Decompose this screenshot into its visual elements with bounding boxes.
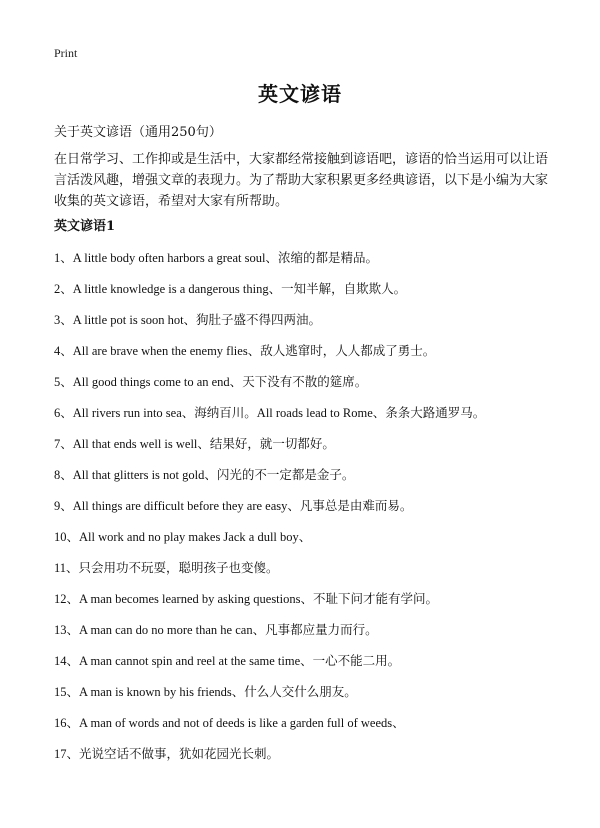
proverb-chinese: 海纳百川。: [194, 405, 257, 420]
proverb-number: 3、: [54, 313, 73, 327]
list-item: [54, 467, 584, 498]
proverb-english: A little pot is soon hot、: [72, 313, 197, 327]
proverb-number: 15、: [54, 685, 80, 699]
proverb-english-2: All roads lead to Rome、: [256, 406, 386, 420]
proverb-english: All that ends well is well、: [72, 437, 210, 451]
proverb-number: 5、: [54, 375, 73, 389]
list-item: [54, 715, 584, 746]
proverb-english: A little body often harbors a great soul、: [72, 251, 278, 265]
proverb-number: 1、: [54, 251, 73, 265]
section-heading: 英文谚语1: [54, 219, 116, 234]
proverb-chinese: 凡事总是由难而易。: [299, 498, 413, 513]
proverb-english: All that glitters is not gold、: [72, 468, 217, 482]
list-item: [54, 498, 584, 529]
proverb-number: 14、: [54, 654, 80, 668]
proverb-chinese: 光说空话不做事，犹如花园光长刺。: [79, 746, 280, 761]
proverb-number: 16、: [54, 716, 80, 730]
list-item: [54, 653, 584, 684]
list-item: [54, 405, 584, 436]
proverb-chinese: 什么人交什么朋友。: [244, 684, 357, 699]
proverb-number: 7、: [54, 437, 73, 451]
proverb-english: All things are difficult before they are easy、: [72, 499, 300, 513]
proverb-chinese: 一知半解，自欺欺人。: [281, 281, 407, 296]
page-title: 英文谚语: [258, 82, 342, 106]
proverb-chinese: 凡事都应量力而行。: [265, 622, 378, 637]
proverb-chinese: 闪光的不一定都是金子。: [216, 467, 355, 482]
proverb-chinese: 结果好，就一切都好。: [209, 436, 335, 451]
list-item: [54, 374, 584, 405]
proverb-chinese-2: 条条大路通罗马。: [385, 405, 486, 420]
proverb-number: 8、: [54, 468, 73, 482]
proverb-number: 10、: [54, 530, 80, 544]
list-item: [54, 560, 584, 591]
proverb-number: 9、: [54, 499, 73, 513]
proverb-chinese: 不耻下问才能有学问。: [313, 591, 439, 606]
list-item: [54, 622, 584, 653]
proverb-number: 2、: [54, 282, 73, 296]
proverb-list: [54, 250, 584, 777]
proverb-chinese: 一心不能二用。: [312, 653, 401, 668]
list-item: [54, 250, 584, 281]
list-item: [54, 529, 584, 560]
print-link[interactable]: Print: [54, 46, 78, 60]
proverb-english: All are brave when the enemy flies、: [72, 344, 261, 358]
proverb-english: A man cannot spin and reel at the same time、: [79, 654, 313, 668]
proverb-english: A man becomes learned by asking questions、: [79, 592, 313, 606]
list-item: [54, 591, 584, 622]
proverb-english: All good things come to an end、: [72, 375, 243, 389]
list-item: [54, 343, 584, 374]
proverb-chinese: 浓缩的都是精品。: [277, 250, 378, 265]
proverb-english: All work and no play makes Jack a dull boy、: [79, 530, 312, 544]
list-item: [54, 281, 584, 312]
list-item: [54, 312, 584, 343]
subtitle: 关于英文谚语（通用250句）: [54, 125, 222, 140]
proverb-english: All rivers run into sea、: [72, 406, 195, 420]
list-item: [54, 436, 584, 467]
proverb-number: 4、: [54, 344, 73, 358]
proverb-english: A man is known by his friends、: [79, 685, 245, 699]
proverb-chinese: 只会用功不玩耍，聪明孩子也变傻。: [78, 560, 279, 575]
proverb-chinese: 狗肚子盛不得四两油。: [196, 312, 322, 327]
list-item: [54, 684, 584, 715]
proverb-english: A little knowledge is a dangerous thing、: [72, 282, 282, 296]
proverb-number: 12、: [54, 592, 80, 606]
list-item: [54, 746, 584, 777]
proverb-number: 13、: [54, 623, 80, 637]
proverb-english: A man can do no more than he can、: [79, 623, 266, 637]
proverb-chinese: 天下没有不散的筵席。: [242, 374, 368, 389]
proverb-number: 17、: [54, 747, 80, 761]
proverb-number: 6、: [54, 406, 73, 420]
proverb-english: A man of words and not of deeds is like a garden full of weeds、: [79, 716, 405, 730]
proverb-number: 11、: [54, 561, 79, 575]
intro-paragraph: 在日常学习、工作抑或是生活中，大家都经常接触到谚语吧，谚语的恰当运用可以让语言活泼风趣，增强文章的表现力。为了帮助大家积累更多经典谚语，以下是小编为大家收集的英文谚语，希望对大家有所帮助。: [54, 152, 549, 209]
proverb-chinese: 敌人逃窜时，人人都成了勇士。: [260, 343, 436, 358]
